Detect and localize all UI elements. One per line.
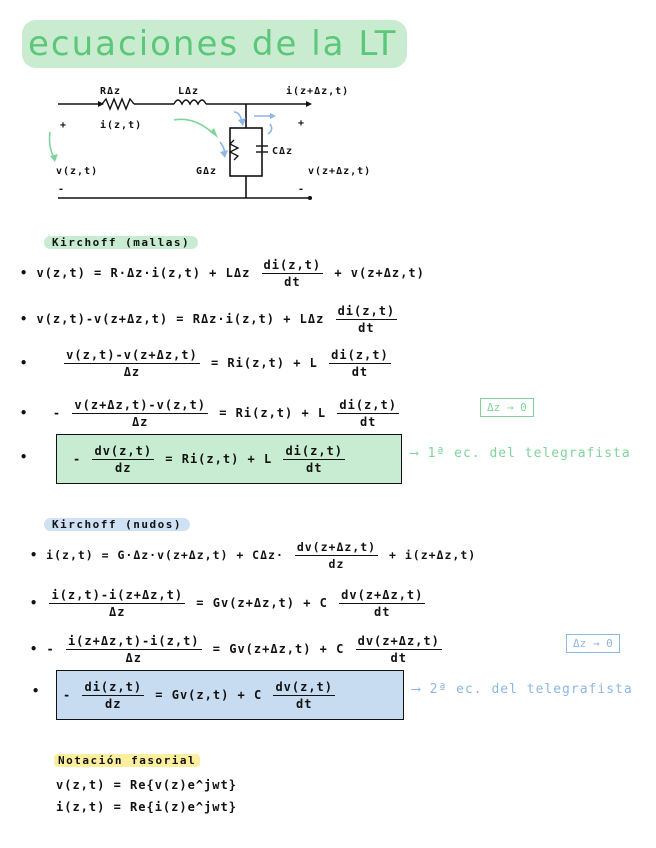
fraction: $\frac{i(z+\Delta z,t)-i(z,t)}{\Delta z}$ (67, 634, 200, 665)
eq-text: = Ri(z,t) + L (165, 452, 273, 466)
highlight-box-eq2: - $\frac{di(z,t)}{dz}$ = Gv(z,t) + C $\frac{dv(z,t)}{dt}$ (56, 670, 404, 720)
fraction: $\frac{dv(z+\Delta z,t)}{dz}$ (296, 540, 377, 571)
nudos-eq-2: • $\frac{i(z,t)-i(z+\Delta z,t)}{\Delta z}$ = Gv(z+Δz,t) + C $\frac{dv(z+\Delta z,t)}{dt}$ (30, 588, 424, 619)
fraction: $\frac{dv(z,t)}{dz}$ (94, 444, 153, 475)
telegrafista-note-1: 1ª ec. del telegrafista (427, 446, 631, 461)
i-in-label: i(z,t) (100, 120, 143, 131)
nudos-eq-1: • i(z,t) = G·Δz·v(z+Δz,t) + CΔz· $\frac{dv(z+\Delta z,t)}{dz}$ + i(z+Δz,t) (30, 540, 477, 571)
fasorial-line-2: i(z,t) = Re{i(z)e^jwt} (56, 800, 237, 814)
arrow-note-2: ⟶ 2ª ec. del telegrafista (412, 682, 633, 697)
limit-box-green: Δz → 0 (480, 398, 534, 417)
telegrafista-note-2: 2ª ec. del telegrafista (429, 682, 633, 697)
transmission-line-circuit (40, 80, 420, 210)
fasorial-line-1: v(z,t) = Re{v(z)e^jwt} (56, 778, 237, 792)
g-label: GΔz (196, 166, 218, 177)
fraction: $\frac{dv(z+\Delta z,t)}{dt}$ (341, 588, 424, 619)
fraction: $\frac{i(z,t)-i(z+\Delta z,t)}{\Delta z}$ (51, 588, 184, 619)
inductor-symbol (174, 100, 206, 104)
fraction: $\frac{di(z,t)}{dt}$ (285, 444, 344, 475)
fraction: $\frac{di(z,t)}{dt}$ (331, 348, 389, 379)
c-label: CΔz (272, 146, 294, 157)
fraction: $\frac{di(z,t)}{dt}$ (339, 398, 397, 429)
fraction: $\frac{di(z,t)}{dt}$ (337, 304, 396, 335)
eq-text: = Ri(z,t) + L (210, 356, 318, 370)
eq-text: v(z,t)-v(z+Δz,t) = RΔz·i(z,t) + LΔz (36, 312, 325, 326)
plus-left: + (60, 120, 68, 131)
mallas-eq-2: • v(z,t)-v(z+Δz,t) = RΔz·i(z,t) + LΔz $\frac{di(z,t)}{dt}$ (20, 304, 396, 335)
minus-left: - (58, 184, 66, 195)
bullet: • (20, 266, 29, 280)
minus-right: - (298, 184, 306, 195)
i-out-label: i(z+Δz,t) (286, 86, 350, 97)
l-label: LΔz (178, 86, 200, 97)
eq-text: = Ri(z,t) + L (219, 406, 327, 420)
eq-text: = Gv(z,t) + C (155, 688, 263, 702)
v-left-label: v(z,t) (56, 166, 99, 177)
fraction: $\frac{di(z,t)}{dt}$ (263, 258, 322, 289)
plus-right: + (298, 118, 306, 129)
eq-text: i(z,t) = G·Δz·v(z+Δz,t) + CΔz· (46, 548, 284, 562)
section-nudos-label: Kirchoff (nudos) (44, 518, 190, 531)
mallas-eq-1 (20, 258, 425, 289)
mallas-eq-4: • - $\frac{v(z+\Delta z,t)-v(z,t)}{\Delta z}$ = Ri(z,t) + L $\frac{di(z,t)}{dt}$ (20, 398, 397, 429)
section-mallas-label: Kirchoff (mallas) (44, 236, 198, 249)
fraction: $\frac{di(z,t)}{dz}$ (84, 680, 143, 711)
page-title: ecuaciones de la LT (22, 20, 407, 68)
eq-text: v(z,t) = R·Δz·i(z,t) + LΔz (36, 266, 251, 280)
bullet: • (20, 450, 28, 464)
arrow-note-1: ⟶ 1ª ec. del telegrafista (410, 446, 631, 461)
fraction: $\frac{v(z+\Delta z,t)-v(z,t)}{\Delta z}$ (74, 398, 206, 429)
v-right-label: v(z+Δz,t) (308, 166, 372, 177)
conductance-symbol (230, 140, 238, 160)
eq-text: = Gv(z+Δz,t) + C (196, 596, 328, 610)
fraction: $\frac{v(z,t)-v(z+\Delta z,t)}{\Delta z}$ (66, 348, 198, 379)
eq-text: + i(z+Δz,t) (389, 548, 477, 562)
eq-text: = Gv(z+Δz,t) + C (212, 642, 345, 656)
r-label: RΔz (100, 86, 122, 97)
nudos-eq-3: • - $\frac{i(z+\Delta z,t)-i(z,t)}{\Delta z}$ = Gv(z+Δz,t) + C $\frac{dv(z+\Delta z,t)}{dt}$ (30, 634, 440, 665)
fraction: $\frac{dv(z+\Delta z,t)}{dt}$ (357, 634, 440, 665)
fraction: $\frac{dv(z,t)}{dt}$ (275, 680, 334, 711)
eq-text: + v(z+Δz,t) (334, 266, 425, 280)
section-fasorial-label: Notación fasorial (54, 754, 200, 767)
resistor-symbol (102, 99, 134, 109)
highlight-box-eq1: - $\frac{dv(z,t)}{dz}$ = Ri(z,t) + L $\frac{di(z,t)}{dt}$ (56, 434, 402, 484)
limit-box-blue: Δz → 0 (566, 634, 620, 653)
mallas-eq-3: • $\frac{v(z,t)-v(z+\Delta z,t)}{\Delta z}$ = Ri(z,t) + L $\frac{di(z,t)}{dt}$ (20, 348, 389, 379)
bullet: • (32, 684, 40, 698)
